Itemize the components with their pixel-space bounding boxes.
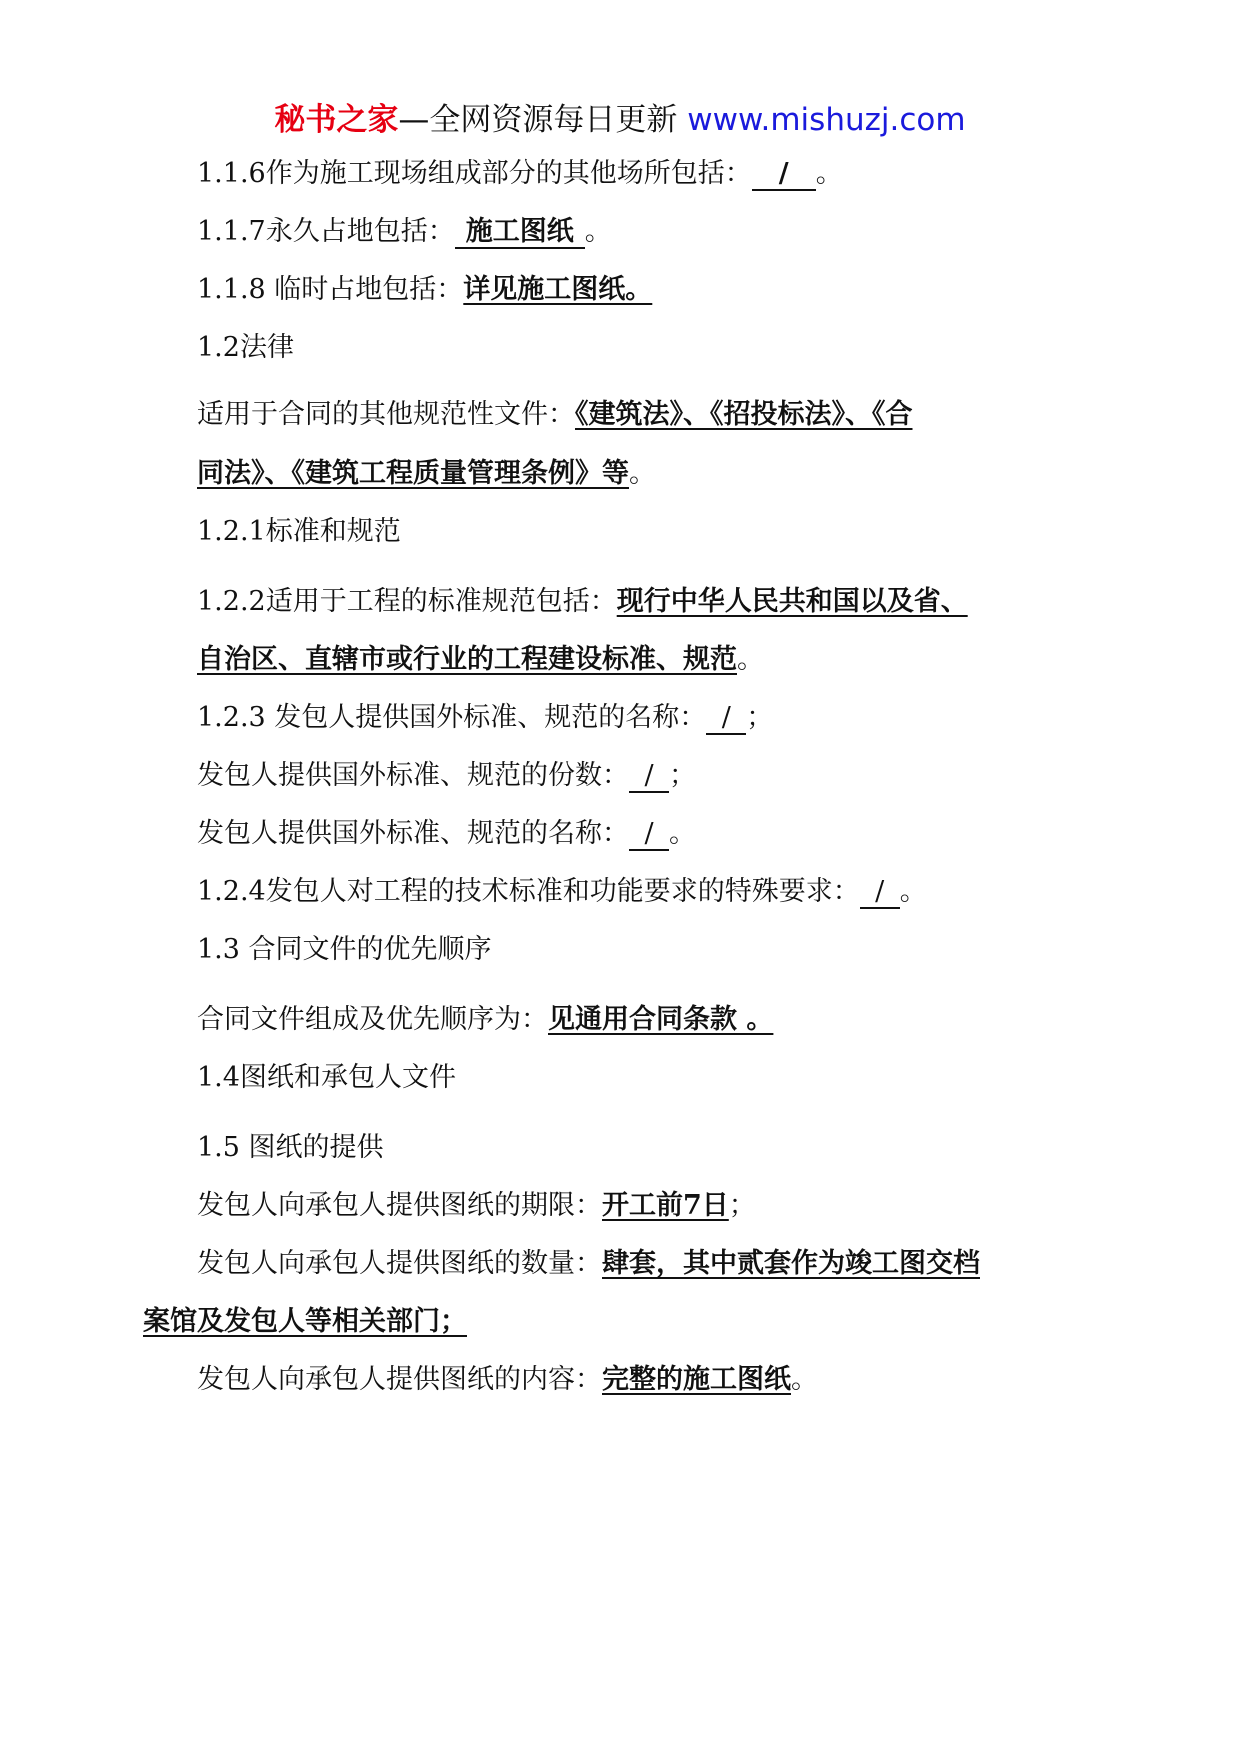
- clause-end: 。: [737, 644, 764, 675]
- clause-value: 肆套，其中贰套作为竣工图交档: [602, 1248, 980, 1279]
- clause-end: 。: [669, 818, 696, 849]
- clause-end: ；: [669, 760, 696, 791]
- foreign-standard-names: [197, 816, 696, 852]
- header-tagline: —全网资源每日更新: [398, 102, 688, 138]
- clause-value: /: [860, 877, 900, 909]
- clause-end: 。: [815, 158, 843, 189]
- clause-end: 。: [899, 876, 927, 907]
- clause-value: 自治区、直辖市或行业的工程建设标准、规范: [197, 644, 737, 675]
- clause-label: 适用于合同的其他规范性文件：: [197, 399, 575, 430]
- clause-1-1-7: [197, 214, 612, 250]
- law-line-2: [197, 456, 656, 492]
- header-url[interactable]: www.mishuzj.com: [687, 102, 966, 138]
- clause-label: 发包人向承包人提供图纸的数量：: [197, 1248, 602, 1279]
- clause-end: ；: [746, 702, 774, 733]
- clause-end: 。: [791, 1364, 818, 1395]
- clause-value: /: [706, 703, 746, 735]
- clause-label: 发包人提供国外标准、规范的份数：: [197, 760, 629, 791]
- clause-end: 。: [584, 216, 612, 247]
- clause-1-2-2-line-1: [197, 584, 968, 620]
- clause-label: 1.2.4发包人对工程的技术标准和功能要求的特殊要求：: [197, 876, 860, 907]
- site-header: [0, 100, 1240, 140]
- clause-value: 见通用合同条款 。: [548, 1004, 774, 1035]
- clause-end: 。: [629, 458, 656, 489]
- drawing-quantity-line-1: [197, 1246, 980, 1282]
- clause-value: /: [629, 819, 669, 851]
- clause-value: 开工前7日: [602, 1190, 729, 1221]
- section-1-2-1-heading: 1.2.1标准和规范: [197, 516, 401, 547]
- drawing-content: [197, 1362, 818, 1398]
- clause-end: ；: [728, 1190, 756, 1221]
- clause-1-1-8: [197, 272, 652, 308]
- contract-order: [197, 1002, 773, 1038]
- clause-label: 发包人提供国外标准、规范的名称：: [197, 818, 629, 849]
- section-1-2-heading: 1.2法律: [197, 332, 294, 363]
- clause-label: 合同文件组成及优先顺序为：: [197, 1004, 548, 1035]
- clause-value: /: [752, 159, 816, 191]
- foreign-standard-copies: [197, 758, 696, 794]
- section-1-3-heading: 1.3 合同文件的优先顺序: [197, 934, 492, 965]
- drawing-quantity-line-2: [143, 1304, 467, 1340]
- section-1-5-heading: 1.5 图纸的提供: [197, 1132, 384, 1163]
- drawing-period: [197, 1188, 756, 1224]
- clause-label: 1.1.7永久占地包括：: [197, 216, 455, 247]
- clause-1-2-3: [197, 700, 773, 736]
- section-1-4-heading: 1.4图纸和承包人文件: [197, 1062, 456, 1093]
- clause-label: 1.2.2适用于工程的标准规范包括：: [197, 586, 617, 617]
- brand-name: 秘书之家: [274, 102, 399, 138]
- clause-value: 详见施工图纸。: [463, 274, 653, 305]
- clause-value: 完整的施工图纸: [602, 1364, 791, 1395]
- clause-value: 案馆及发包人等相关部门；: [143, 1306, 467, 1337]
- clause-1-2-2-line-2: [197, 642, 764, 678]
- clause-label: 发包人向承包人提供图纸的内容：: [197, 1364, 602, 1395]
- clause-value: 《建筑法》、《招投标法》、《合: [575, 399, 913, 430]
- clause-1-2-4: [197, 874, 927, 910]
- clause-label: 1.1.8 临时占地包括：: [197, 274, 464, 305]
- clause-value: 施工图纸: [455, 217, 585, 249]
- law-line-1: [197, 397, 913, 433]
- clause-label: 1.2.3 发包人提供国外标准、规范的名称：: [197, 702, 707, 733]
- clause-value: 同法》、《建筑工程质量管理条例》等: [197, 458, 629, 489]
- clause-1-1-6: [197, 156, 843, 192]
- clause-label: 发包人向承包人提供图纸的期限：: [197, 1190, 602, 1221]
- clause-value: 现行中华人民共和国以及省、: [616, 586, 968, 617]
- clause-label: 1.1.6作为施工现场组成部分的其他场所包括：: [197, 158, 752, 189]
- clause-value: /: [629, 761, 669, 793]
